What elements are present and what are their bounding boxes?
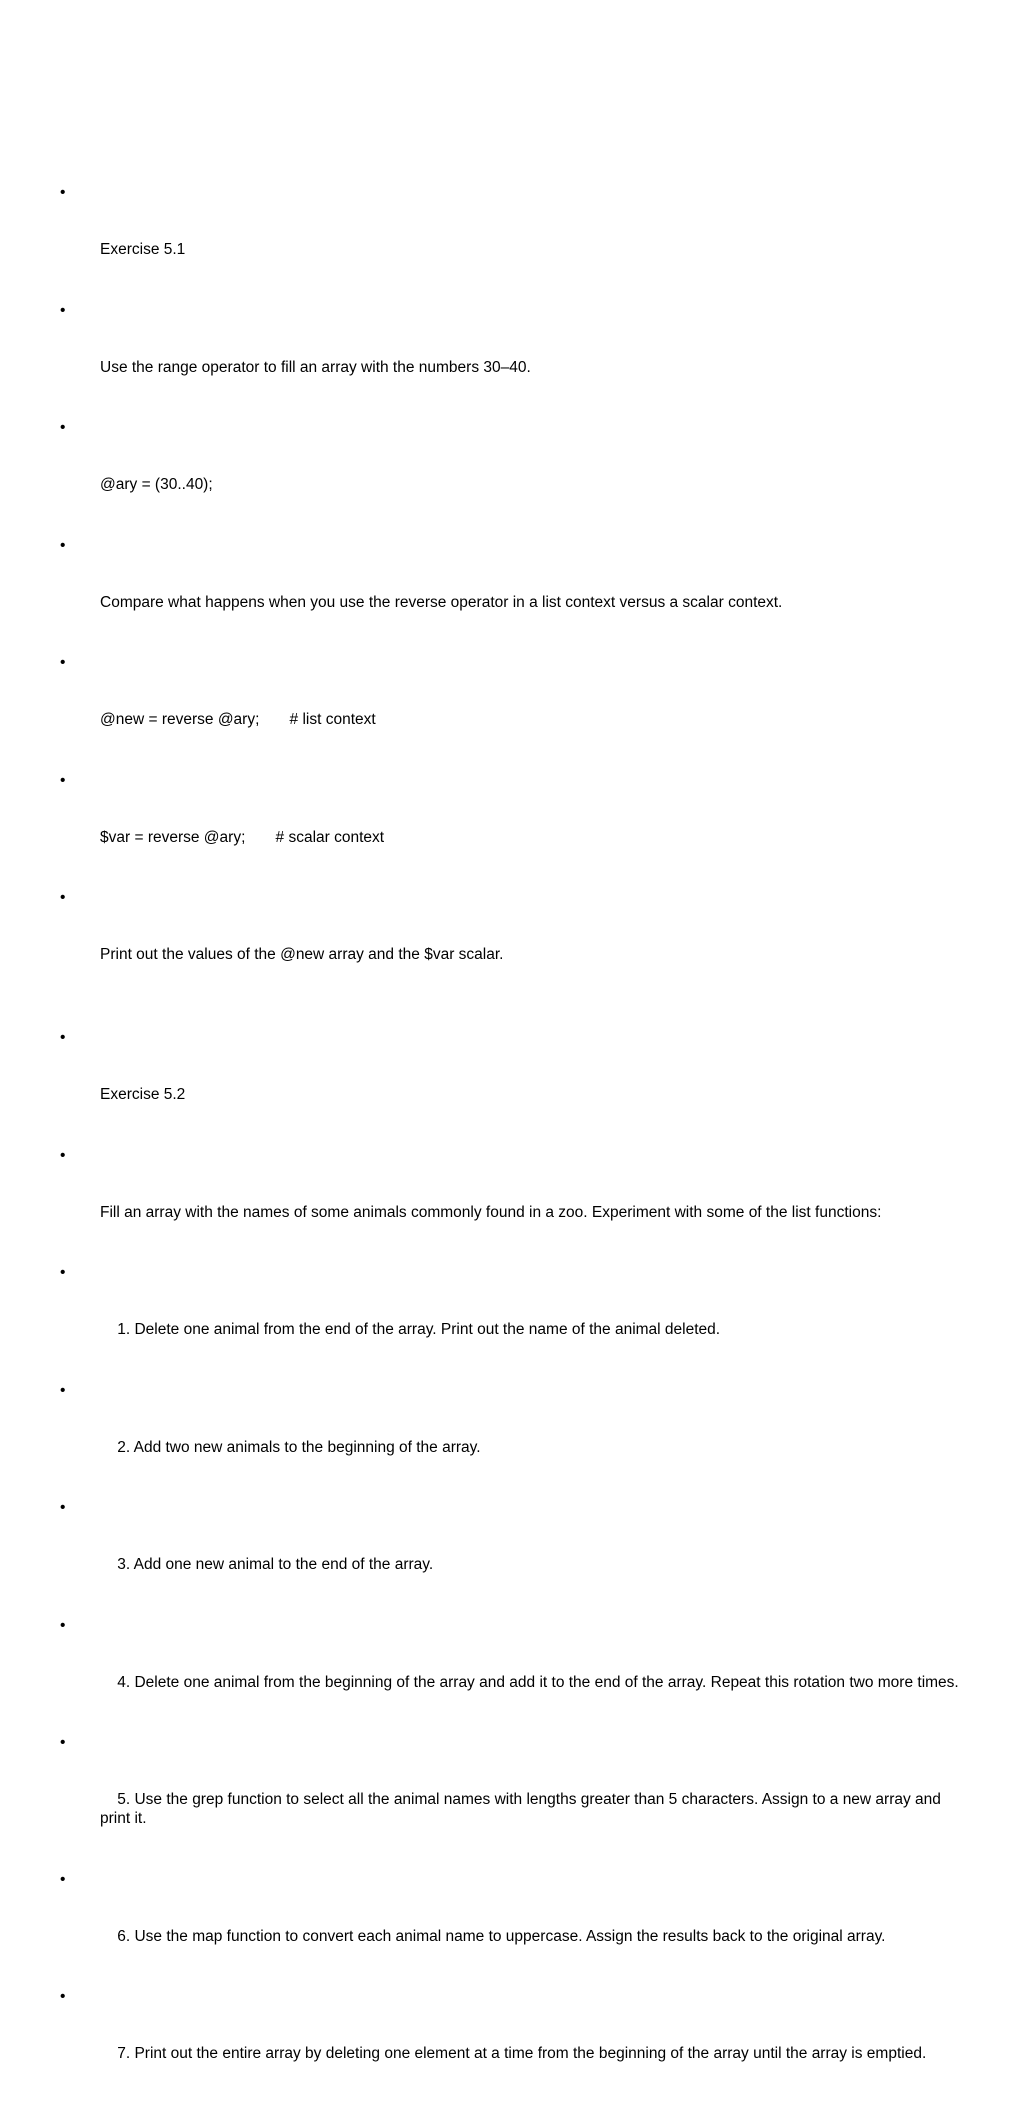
list-item: [58, 1987, 968, 2101]
list-item-text: Compare what happens when you use the reverse operator in a list context versus a scalar context.: [100, 593, 783, 611]
list-item: [58, 1616, 968, 1730]
list-item-text: Fill an array with the names of some animals commonly found in a zoo. Experiment with some of the list functions:: [100, 1203, 882, 1221]
bullet-list: [58, 183, 968, 2105]
list-item-exercise-5-2-title: [58, 1028, 968, 1142]
list-item: [58, 771, 968, 885]
section-spacer: [58, 1006, 968, 1025]
list-item: [58, 1870, 968, 1984]
bullet-icon: •: [60, 1381, 66, 1399]
list-item-text: 1. Delete one animal from the end of the array. Print out the name of the animal deleted.: [100, 1321, 721, 1338]
list-item-text: Print out the values of the @new array and the $var scalar.: [100, 946, 504, 963]
bullet-icon: •: [60, 889, 66, 906]
bullet-icon: •: [60, 771, 66, 789]
bullet-icon: •: [60, 536, 66, 554]
bullet-icon: •: [60, 1499, 66, 1516]
list-item: [58, 1381, 968, 1495]
list-item-text: Exercise 5.2: [100, 1086, 186, 1103]
bullet-icon: •: [60, 1264, 66, 1281]
list-item-text: Exercise 5.1: [100, 241, 186, 258]
list-item: [58, 301, 968, 415]
list-item-exercise-5-1-title: [58, 183, 968, 297]
list-item-text: 7. Print out the entire array by deleting one element at a time from the beginning of the array until the array is emptied.: [100, 2045, 927, 2062]
bullet-icon: •: [60, 1988, 66, 2005]
list-item-text: 5. Use the grep function to select all the animal names with lengths greater than 5 characters. Assign to a new array and print it.: [100, 1791, 946, 1827]
bullet-icon: •: [60, 301, 66, 319]
bullet-icon: •: [60, 1734, 66, 1751]
list-item: [58, 1146, 968, 1260]
bullet-icon: •: [60, 1146, 66, 1164]
list-item-text: 2. Add two new animals to the beginning of the array.: [100, 1438, 481, 1456]
list-item-text: 3. Add one new animal to the end of the array.: [100, 1556, 434, 1573]
list-item: [58, 536, 968, 650]
list-item: [58, 653, 968, 767]
list-item: [58, 1263, 968, 1377]
list-item-text: Use the range operator to fill an array with the numbers 30–40.: [100, 358, 531, 376]
bullet-icon: •: [60, 1870, 66, 1888]
bullet-icon: •: [60, 184, 66, 201]
list-item: [58, 1733, 968, 1866]
list-item-text: $var = reverse @ary; # scalar context: [100, 828, 385, 846]
bullet-icon: •: [60, 1029, 66, 1046]
list-item-text: 6. Use the map function to convert each animal name to uppercase. Assign the results back to the original array.: [100, 1927, 886, 1945]
list-item-text: @new = reverse @ary; # list context: [100, 711, 376, 728]
list-item-text: @ary = (30..40);: [100, 476, 213, 493]
bullet-icon: •: [60, 654, 66, 671]
list-item: [58, 1498, 968, 1612]
bullet-icon: •: [60, 419, 66, 436]
list-item-text: 4. Delete one animal from the beginning of the array and add it to the end of the array. Repeat this rotation two more times.: [100, 1673, 959, 1691]
list-item: [58, 418, 968, 532]
bullet-icon: •: [60, 1616, 66, 1634]
list-item: [58, 888, 968, 1002]
